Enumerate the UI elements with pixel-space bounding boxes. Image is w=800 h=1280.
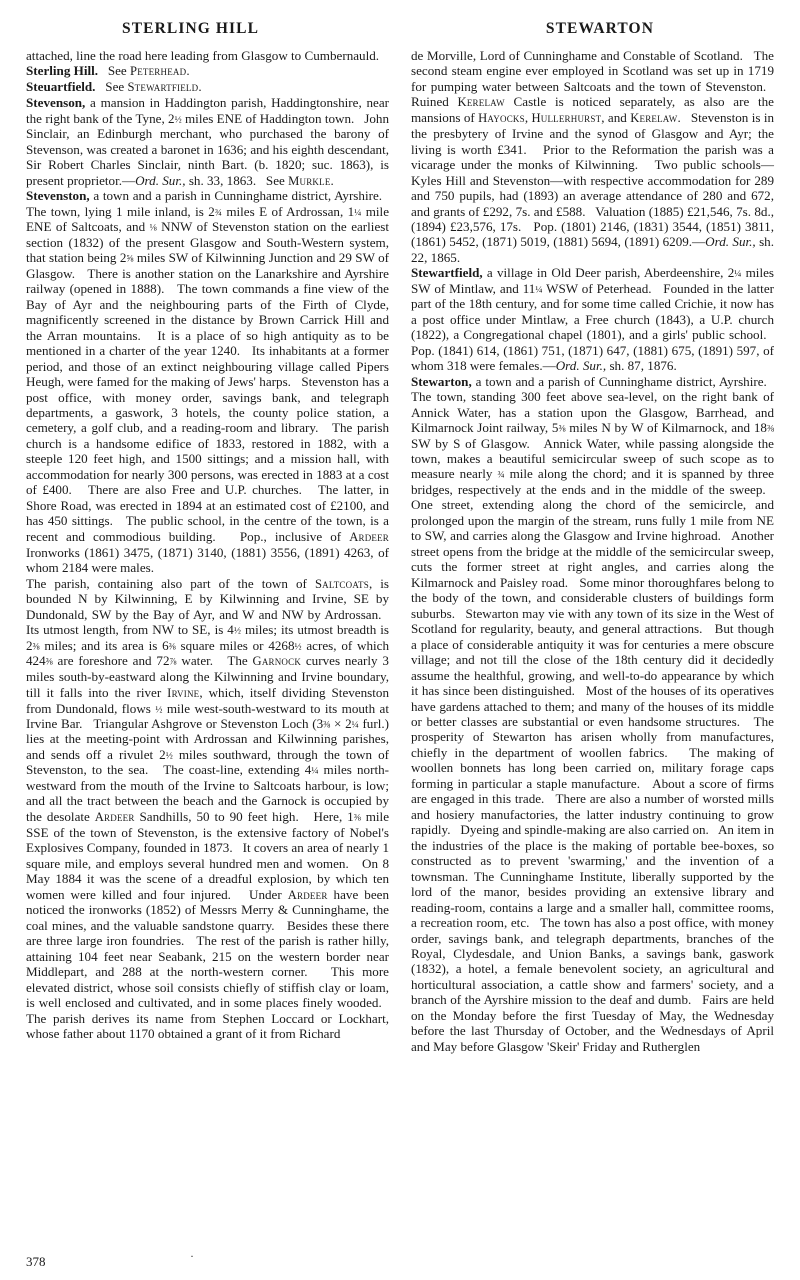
entry-stevenson: Stevenson, a mansion in Haddington parish, Haddingtonshire, near the right bank of the Tyne, 2½ miles ENE of Haddington town. John Sinclair, an Edinburgh merchant, who purchased the barony of Stevenson, was created a baronet in 1636; and his eighth descendant, Sir Robert Charles Sinclair, ninth Bart. (b. 1820; suc. 1863), is present proprietor.—Ord. Sur., sh. 33, 1863. See Murkle. bbox=[26, 95, 390, 188]
page-number: 378 bbox=[26, 1254, 46, 1269]
entry-stewartfield: Stewartfield, a village in Old Deer parish, Aberdeenshire, 2¼ miles SW of Mintlaw, and 11¼ WSW of Peterhead. Founded in the latter part of the 18th century, and for some time called Crichie, it now has a post office under Mintlaw, a Free church (1843), a U.P. church (1822), a Congregational chapel (1801), and a girls' public school. Pop. (1841) 614, (1861) 751, (1871) 647, (1881) 675, (1891) 597, of whom 318 were females.—Ord. Sur., sh. 87, 1876. bbox=[411, 265, 774, 374]
left-column bbox=[26, 48, 389, 1228]
text-columns bbox=[26, 48, 774, 1228]
running-headers bbox=[26, 20, 774, 38]
stray-mark: · bbox=[190, 1249, 194, 1263]
paragraph-continuation: de Morville, Lord of Cunninghame and Constable of Scotland. The second steam engine ever employed in Scotland was set up in 1719 for pumping water between Saltcoats and the town of Stevenston. Ruined Kerelaw Castle is noticed separately, as also are the mansions of Hayocks, Hullerhurst, and Kerelaw. Stevenston is in the presbytery of Irvine and the synod of Glasgow and Ayr; the living is worth £341. Prior to the Reformation the parish was a vicarage under the monks of Kilwinning. Two public schools—Kyles Hill and Stevenston—with respective accommodation for 289 and 750 pupils, had (1893) an average attendance of 280 and 672, and grants of £292, 7s. and £588. Valuation (1885) £21,546, 7s. 8d., (1894) £23,576, 17s. Pop. (1801) 2146, (1831) 3544, (1851) 3811, (1861) 5452, (1871) 5019, (1881) 5694, (1891) 6209.—Ord. Sur., sh. 22, 1865. bbox=[411, 48, 774, 265]
paragraph-continuation: attached, line the road here leading from Glasgow to Cumbernauld. bbox=[26, 48, 380, 63]
running-head-right: STEWARTON bbox=[545, 20, 654, 37]
entry-sterling-hill: Sterling Hill. See Peterhead. bbox=[26, 63, 190, 79]
entry-stewarton: Stewarton, a town and a parish of Cunninghame district, Ayrshire. The town, standing 300 feet above sea-level, on the right bank of Annick Water, has a station upon the Glasgow, Barrhead, and Kilmarnock Joint railway, 5⅜ miles N by W of Kilmarnock, and 18⅜ SW by S of Glasgow. Annick Water, while passing alongside the town, makes a beautiful semicircular sweep of such scope as to measure nearly ¾ mile along the chord; and it is spanned by three bridges, respectively at the ends and in the middle of the sweep. One street, extending along the chord of the semicircle, and prolonged upon the margin of the stream, runs fully 1 mile from NE to SW, and carries along the Glasgow and Irvine highroad. Another street opens from the bridge at the middle of the semicircular sweep, cuts the former street at right angles, and carries along the Kilmarnock and Paisley road. Some minor thoroughfares belong to the body of the town, and considerable clusters of buildings form suburbs. Stewarton may vie with any town of its size in the West of Scotland for regularity, beauty, and general attractions. But though a place of considerable antiquity it was for centuries a mere obscure village; and not till the close of the 18th century did it decidedly assume the healthful, growing, and well-to-do appearance by which it has since been distinguished. Most of the houses of its operatives have gardens attached to them; and many of the houses of its middle or better classes are substantial or even handsome structures. The prosperity of Stewarton has arisen wholly from manufactures, chiefly in the department of woollen fabrics. The making of woollen bonnets has long been carried on, military forage caps forming in particular a staple manufacture. About a score of firms are engaged in this trade. There are also a number of worsted mills and hosiery manufactories, the latter industry continuing to grow rapidly. Dyeing and spindle-making are also carried on. An item in the industries of the place is the making of portable bee-boxes, so constructed as to prevent 'swarming,' and the invention of a townsman. The Cunninghame Institute, liberally supported by the lord of the manor, besides providing an extensive library and reading-room, contains a large and a smaller hall, committee rooms, a recreation room, etc. The town has also a post office, with money order, savings bank, and telegraph departments, branches of the Royal, Clydesdale, and Union Banks, a savings bank, gaswork (1832), a hotel, a female benevolent society, an agricultural and horticultural association, a cattle show and farmers' society, and a branch of the Ayrshire mission to the deaf and dumb. Fairs are held on the Monday before the first Tuesday of May, the Wednesday before the last Thursday of October, and the Wednesdays of April and May before Glasgow 'Skeir' Friday and Rutherglen bbox=[411, 373, 775, 1054]
entry-stevenston: Stevenston, a town and a parish in Cunninghame district, Ayrshire. The town, lying 1 mile inland, is 2¾ miles E of Ardrossan, 1¼ mile ENE of Saltcoats, and ⅛ NNW of Stevenston station on the earliest section (1832) of the present Glasgow and South-Western system, that station being 2⅝ miles SW of Kilwinning Junction and 29 SW of Glasgow. There is another station on the Lanarkshire and Ayrshire railway (opened in 1888). The town commands a fine view of the Bay of Ayr and the neighbouring parts of the Firth of Clyde, magnificently screened in the distance by Brown Carrick Hill and the Arran mountains. It is a place of so high antiquity as to be mentioned in a charter of the year 1240. Its inhabitants at a former period, and those of an extinct neighbouring village called Pipers Heugh, were famed for the making of Jews' harps. Stevenston has a post office, with money order, savings bank, and telegraph departments, a gaswork, 3 hotels, the county police station, a cemetery, a golf club, and a reading-room and library. The parish church is a handsome edifice of 1833, restored in 1882, with a steeple 120 feet high, and 1500 sittings; and a mission hall, with accommodation for nearly 300 persons, was erected in 1883 at a cost of £400. There are also Free and U.P. churches. The latter, in Shore Road, was erected in 1894 at an estimated cost of £2100, and has 450 sittings. The public school, in the centre of the town, is a recent and commodious building. Pop., inclusive of Ardeer Ironworks (1861) 3475, (1871) 3140, (1881) 3556, (1891) 4263, of whom 2184 were males. bbox=[26, 188, 390, 576]
running-head-left: STERLING HILL bbox=[122, 20, 260, 37]
entry-steuartfield: Steuartfield. See Stewartfield. bbox=[26, 79, 202, 95]
entry-stevenston-parish: The parish, containing also part of the town of Saltcoats, is bounded N by Kilwinning, E by Kilwinning and Irvine, SE by Dundonald, SW by the Bay of Ayr, and W and NW by Ardrossan. Its utmost length, from NW to SE, is 4½ miles; its utmost breadth is 2⅜ miles; and its area is 6⅜ square miles or 4268½ acres, of which 424⅜ are foreshore and 72⅞ water. The Garnock curves nearly 3 miles south-by-eastward along the Kilwinning and Irvine boundary, till it falls into the river Irvine, which, itself dividing Stevenston from Dundonald, flows ½ mile west-south-westward to its mouth at Irvine Bar. Triangular Ashgrove or Stevenston Loch (3⅜ × 2¼ furl.) lies at the meeting-point with Ardrossan and Kilwinning parishes, and sends off a rivulet 2½ miles southward, through the town of Stevenston, to the sea. The coast-line, extending 4¼ miles north-westward from the mouth of the Irvine to Saltcoats harbour, is low; and all the tract between the beach and the Garnock is occupied by the desolate Ardeer Sandhills, 50 to 90 feet high. Here, 1⅜ mile SSE of the town of Stevenston, is the extensive factory of Nobel's Explosives Company, founded in 1873. It covers an area of nearly 1 square mile, and employs several hundred men and women. On 8 May 1884 it was the scene of a dreadful explosion, by which ten women were killed and four injured. Under Ardeer have been noticed the ironworks (1852) of Messrs Merry & Cunninghame, the coal mines, and the valuable sandstone quarry. Besides these there are three large iron foundries. The rest of the parish is rather hilly, attaining 104 feet near Seabank, 215 on the western border near Middlepart, and 288 at the north-western corner. This more elevated district, whose soil consists chiefly of stiffish clay or loam, is well enclosed and cultivated, and in some places finely wooded. The parish derives its name from Stephen Loccard or Lockhart, whose father about 1170 obtained a grant of it from Richard bbox=[26, 575, 390, 1042]
right-column bbox=[411, 48, 774, 1228]
